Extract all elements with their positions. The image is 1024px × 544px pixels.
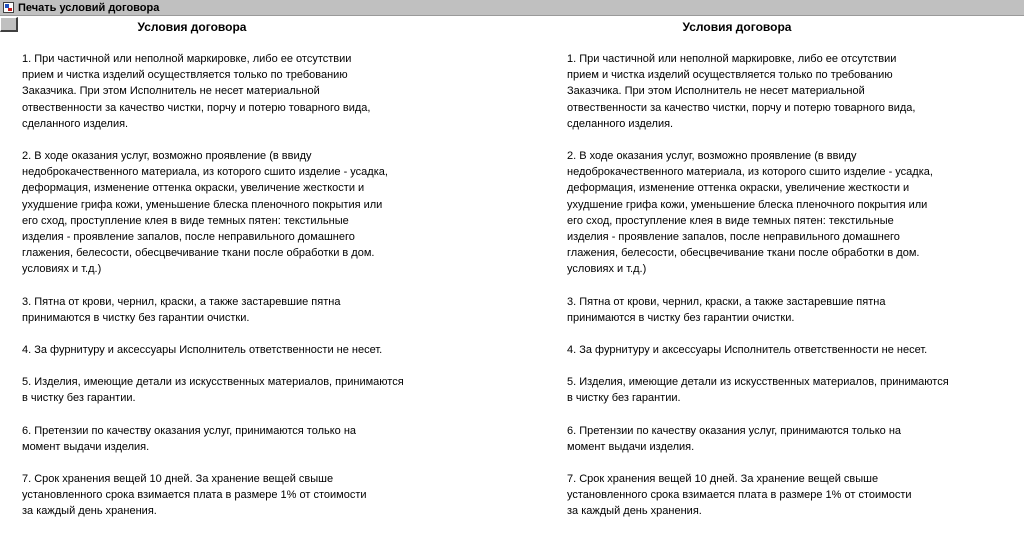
clause-line: 4. За фурнитуру и аксессуары Исполнитель ответственности не несет. <box>22 344 383 357</box>
clause-line: Заказчика. При этом Исполнитель не несет материальной <box>567 85 865 98</box>
app-icon <box>3 2 14 13</box>
clause-line: 6. Претензии по качеству оказания услуг, принимаются только на <box>22 424 357 437</box>
clause-line: установленного срока взимается плата в размере 1% от стоимости <box>567 489 912 502</box>
clause-line: недоброкачественного материала, из которого сшито изделие - усадка, <box>567 166 933 179</box>
contract-terms-heading-right: Условия договора <box>682 20 792 34</box>
contract-terms-column-left <box>22 19 492 536</box>
clause-6 <box>22 423 492 455</box>
clause-line: ухудшение грифа кожи, уменьшение блеска пленочного покрытия или <box>567 198 928 211</box>
clause-2 <box>567 148 1024 278</box>
clause-line: изделия - проявление запалов, после неправильного домашнего <box>567 231 900 244</box>
clause-line: момент выдачи изделия. <box>567 440 695 453</box>
clause-1 <box>22 51 492 132</box>
clause-line: за каждый день хранения. <box>567 505 702 518</box>
clause-line: 4. За фурнитуру и аксессуары Исполнитель ответственности не несет. <box>567 344 928 357</box>
clause-7 <box>567 471 1024 520</box>
clause-line: 5. Изделия, имеющие детали из искусственных материалов, принимаются <box>567 376 949 389</box>
clause-line: 3. Пятна от крови, чернил, краски, а также застаревшие пятна <box>567 295 886 308</box>
clause-1 <box>567 51 1024 132</box>
clause-6 <box>567 423 1024 455</box>
clause-line: 7. Срок хранения вещей 10 дней. За хранение вещей свыше <box>567 473 879 486</box>
clause-line: 7. Срок хранения вещей 10 дней. За хранение вещей свыше <box>22 473 334 486</box>
clause-line: условиях и т.д.) <box>567 263 647 276</box>
clause-line: прием и чистка изделий осуществляется только по требованию <box>567 69 893 82</box>
clause-line: сделанного изделия. <box>22 117 129 130</box>
title-bar <box>0 0 1024 16</box>
clause-3 <box>567 294 1024 326</box>
clause-line: отвественности за качество чистки, порчу и потерю товарного вида, <box>567 101 916 114</box>
contract-terms-heading-left: Условия договора <box>137 20 247 34</box>
clause-7 <box>22 471 492 520</box>
clause-line: 2. В ходе оказания услуг, возможно проявление (в ввиду <box>567 150 857 163</box>
clause-line: 2. В ходе оказания услуг, возможно проявление (в ввиду <box>22 150 312 163</box>
clause-line: 3. Пятна от крови, чернил, краски, а также застаревшие пятна <box>22 295 341 308</box>
clause-line: установленного срока взимается плата в размере 1% от стоимости <box>22 489 367 502</box>
clauses-right <box>567 51 1024 520</box>
clause-5 <box>22 374 492 406</box>
clause-line: сделанного изделия. <box>567 117 674 130</box>
clause-line: прием и чистка изделий осуществляется только по требованию <box>22 69 348 82</box>
clause-line: недоброкачественного материала, из которого сшито изделие - усадка, <box>22 166 388 179</box>
clause-line: глажения, белесости, обесцвечивание ткани после обработки в дом. <box>567 247 920 260</box>
clause-2 <box>22 148 492 278</box>
window-title: Печать условий договора <box>18 1 160 14</box>
clause-line: условиях и т.д.) <box>22 263 102 276</box>
clause-line: его сход, проступление клея в виде темных пятен: текстильные <box>567 214 894 227</box>
clause-line: принимаются в чистку без гарантии очистки. <box>567 311 795 324</box>
clause-line: в чистку без гарантии. <box>22 392 136 405</box>
toolbar-button[interactable] <box>0 17 18 32</box>
clause-line: 5. Изделия, имеющие детали из искусственных материалов, принимаются <box>22 376 404 389</box>
clause-line: 1. При частичной или неполной маркировке, либо ее отсутствии <box>22 53 352 65</box>
clause-line: отвественности за качество чистки, порчу и потерю товарного вида, <box>22 101 371 114</box>
clause-3 <box>22 294 492 326</box>
clause-line: его сход, проступление клея в виде темных пятен: текстильные <box>22 214 349 227</box>
clause-5 <box>567 374 1024 406</box>
clause-line: изделия - проявление запалов, после неправильного домашнего <box>22 231 355 244</box>
clauses-left <box>22 51 492 520</box>
clause-line: за каждый день хранения. <box>22 505 157 518</box>
clause-line: момент выдачи изделия. <box>22 440 150 453</box>
clause-line: 1. При частичной или неполной маркировке, либо ее отсутствии <box>567 53 897 65</box>
clause-line: деформация, изменение оттенка окраски, увеличение жесткости и <box>567 182 910 195</box>
clause-line: принимаются в чистку без гарантии очистки. <box>22 311 250 324</box>
clause-4 <box>22 342 492 358</box>
clause-line: глажения, белесости, обесцвечивание ткани после обработки в дом. <box>22 247 375 260</box>
clause-line: ухудшение грифа кожи, уменьшение блеска пленочного покрытия или <box>22 198 383 211</box>
clause-line: деформация, изменение оттенка окраски, увеличение жесткости и <box>22 182 365 195</box>
clause-line: в чистку без гарантии. <box>567 392 681 405</box>
clause-line: 6. Претензии по качеству оказания услуг, принимаются только на <box>567 424 902 437</box>
contract-terms-column-right <box>567 19 1024 536</box>
clause-line: Заказчика. При этом Исполнитель не несет материальной <box>22 85 320 98</box>
clause-4 <box>567 342 1024 358</box>
